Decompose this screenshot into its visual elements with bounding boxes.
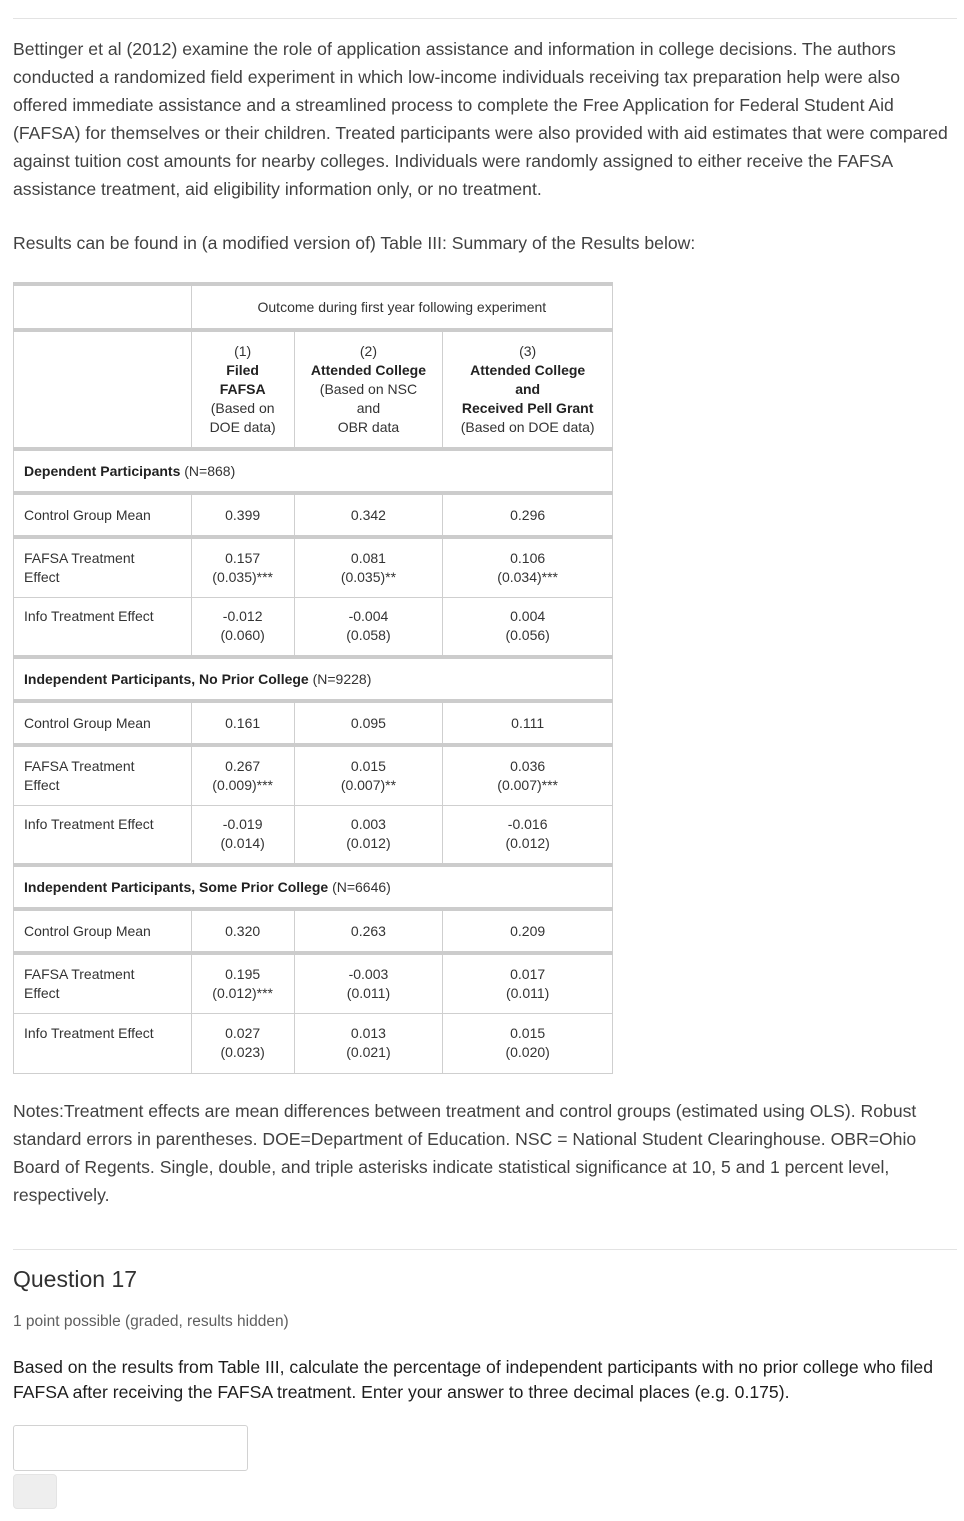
table-cell: 0.161: [191, 701, 294, 745]
table-cell: 0.267 (0.009)***: [191, 745, 294, 805]
row-label: Info Treatment Effect: [14, 597, 192, 657]
row-label: Info Treatment Effect: [14, 1013, 192, 1073]
table-cell: 0.081 (0.035)**: [294, 537, 443, 597]
section-divider: [13, 1249, 957, 1250]
table-cell: 0.015 (0.007)**: [294, 745, 443, 805]
table-row: [14, 805, 613, 865]
table-cell: 0.017 (0.011): [443, 953, 613, 1013]
table-cell: 0.157 (0.035)***: [191, 537, 294, 597]
table-cell: 0.013 (0.021): [294, 1013, 443, 1073]
table-row: [14, 493, 613, 537]
table-cell: 0.342: [294, 493, 443, 537]
submit-button[interactable]: [13, 1474, 57, 1509]
table-cell: -0.003 (0.011): [294, 953, 443, 1013]
row-label: Control Group Mean: [14, 909, 192, 953]
table-row: [14, 701, 613, 745]
row-label: Control Group Mean: [14, 493, 192, 537]
row-label: Control Group Mean: [14, 701, 192, 745]
group-name: Dependent Participants: [24, 463, 181, 479]
table-cell: 0.296: [443, 493, 613, 537]
table-cell: 0.111: [443, 701, 613, 745]
table-row: [14, 953, 613, 1013]
top-divider: [13, 18, 957, 19]
group-n: (N=6646): [332, 879, 391, 895]
table-cell: 0.095: [294, 701, 443, 745]
outcome-header: Outcome during first year following experiment: [191, 284, 612, 330]
results-table: [13, 282, 613, 1074]
table-cell: 0.399: [191, 493, 294, 537]
row-label: Info Treatment Effect: [14, 805, 192, 865]
table-header-row: [14, 284, 613, 330]
group-header-row: [14, 657, 613, 701]
group-name: Independent Participants, No Prior College: [24, 671, 309, 687]
group-n: (N=9228): [312, 671, 372, 687]
column-header-3: (3) Attended College and Received Pell Grant (Based on DOE data): [443, 330, 613, 449]
group-header-row: [14, 449, 613, 493]
row-label: FAFSA Treatment Effect: [14, 537, 192, 597]
column-header-1: (1) Filed FAFSA (Based on DOE data): [191, 330, 294, 449]
table-row: [14, 745, 613, 805]
table-cell: 0.004 (0.056): [443, 597, 613, 657]
table-cell: 0.106 (0.034)***: [443, 537, 613, 597]
intro-paragraph: Bettinger et al (2012) examine the role of application assistance and information in college decisions. The authors conducted a randomized field experiment in which low-income individuals receiving tax preparation help were also offered immediate assistance and a streamlined process to complete the Free Application for Federal Student Aid (FAFSA) for themselves or their children. Treated participants were also provided with aid estimates that were compared against tuition cost amounts for nearby colleges. Individuals were randomly assigned to either receive the FAFSA assistance treatment, aid eligibility information only, or no treatment.: [13, 39, 948, 199]
answer-input[interactable]: [13, 1425, 248, 1471]
table-cell: -0.019 (0.014): [191, 805, 294, 865]
table-row: [14, 909, 613, 953]
table-cell: -0.004 (0.058): [294, 597, 443, 657]
row-label: FAFSA Treatment Effect: [14, 745, 192, 805]
results-intro: Results can be found in (a modified version of) Table III: Summary of the Results below:: [13, 233, 696, 253]
row-label: FAFSA Treatment Effect: [14, 953, 192, 1013]
table-cell: -0.012 (0.060): [191, 597, 294, 657]
table-cell: 0.015 (0.020): [443, 1013, 613, 1073]
table-cell: 0.036 (0.007)***: [443, 745, 613, 805]
column-header-2: (2) Attended College (Based on NSC and OBR data: [294, 330, 443, 449]
group-header-row: [14, 865, 613, 909]
table-row: [14, 1013, 613, 1073]
table-cell: 0.027 (0.023): [191, 1013, 294, 1073]
question-title: Question 17: [13, 1266, 138, 1292]
table-notes: Notes:Treatment effects are mean differences between treatment and control groups (estimated using OLS). Robust standard errors in parentheses. DOE=Department of Education. NSC = National Student Clearinghouse. OBR=Ohio Board of Regents. Single, double, and triple asterisks indicate statistical significance at 10, 5 and 1 percent level, respectively.: [13, 1101, 917, 1205]
question-text: Based on the results from Table III, calculate the percentage of independent participants with no prior college who filed FAFSA after receiving the FAFSA treatment. Enter your answer to three decimal places (e.g. 0.175).: [13, 1357, 933, 1402]
question-points: 1 point possible (graded, results hidden): [13, 1313, 289, 1330]
column-header-row: [14, 330, 613, 449]
group-n: (N=868): [184, 463, 236, 479]
table-cell: 0.209: [443, 909, 613, 953]
table-cell: 0.195 (0.012)***: [191, 953, 294, 1013]
group-name: Independent Participants, Some Prior College: [24, 879, 329, 895]
table-cell: 0.263: [294, 909, 443, 953]
table-cell: 0.003 (0.012): [294, 805, 443, 865]
table-row: [14, 537, 613, 597]
table-cell: -0.016 (0.012): [443, 805, 613, 865]
table-cell: 0.320: [191, 909, 294, 953]
table-row: [14, 597, 613, 657]
